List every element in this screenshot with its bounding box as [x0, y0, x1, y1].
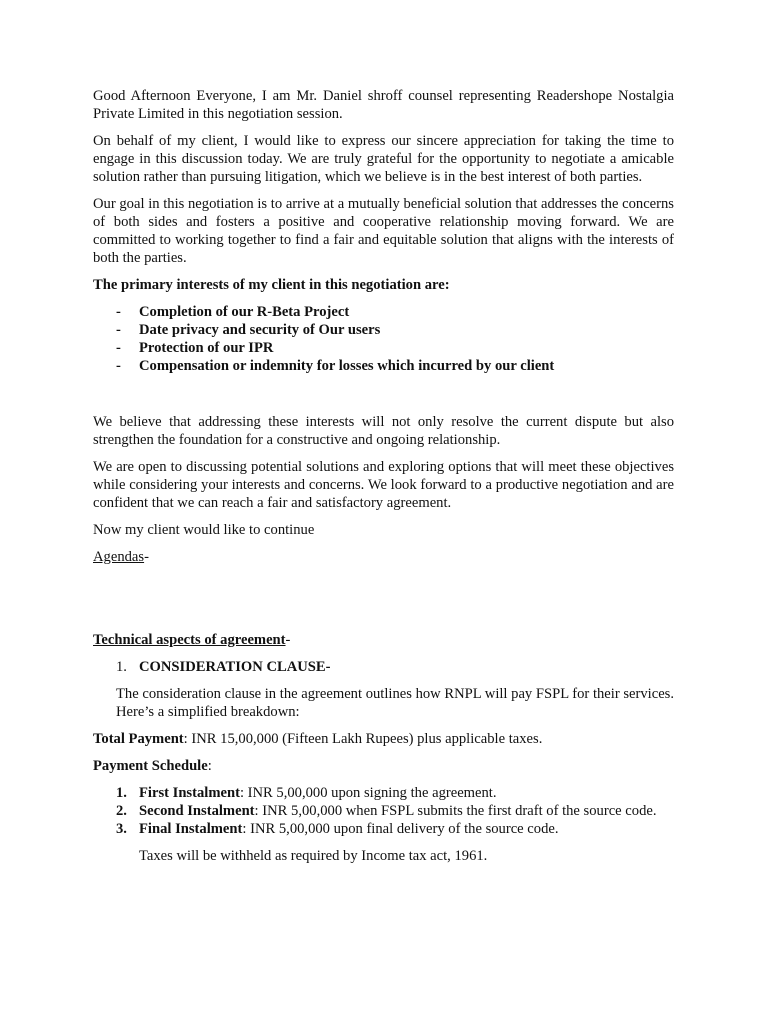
- clause-title: CONSIDERATION CLAUSE-: [139, 659, 331, 675]
- interests-list: [93, 303, 674, 375]
- bullet-marker: -: [116, 340, 121, 356]
- instalment-number: 3.: [116, 821, 127, 837]
- clause-list: [93, 658, 674, 676]
- total-payment-text: : INR 15,00,000 (Fifteen Lakh Rupees) plus applicable taxes.: [183, 731, 543, 747]
- closing-paragraph-3: Now my client would like to continue: [93, 522, 315, 538]
- document-page: [93, 87, 674, 865]
- list-item: [93, 802, 674, 820]
- instalment-text: : INR 5,00,000 when FSPL submits the first draft of the source code.: [254, 803, 657, 819]
- instalment-label: First Instalment: [139, 785, 240, 801]
- interest-item: Date privacy and security of Our users: [139, 322, 381, 338]
- closing-paragraph-1: We believe that addressing these interests will not only resolve the current dispute but also strengthen the foundation for a constructive and ongoing relationship.: [93, 414, 674, 448]
- instalment-label: Final Instalment: [139, 821, 243, 837]
- tax-note: Taxes will be withheld as required by Income tax act, 1961.: [139, 848, 488, 864]
- agendas-heading: [93, 548, 674, 566]
- list-item: [93, 658, 674, 676]
- interests-heading: The primary interests of my client in this negotiation are:: [93, 277, 450, 293]
- payment-schedule-label: Payment Schedule: [93, 758, 208, 774]
- agendas-suffix: -: [144, 549, 149, 565]
- list-item: [93, 820, 674, 838]
- payment-schedule-heading: [93, 757, 674, 775]
- interest-item: Completion of our R-Beta Project: [139, 304, 350, 320]
- interest-item: Protection of our IPR: [139, 340, 274, 356]
- total-payment: [93, 730, 674, 748]
- list-item: [93, 321, 674, 339]
- bullet-marker: -: [116, 304, 121, 320]
- list-item: [93, 303, 674, 321]
- intro-paragraph-1: Good Afternoon Everyone, I am Mr. Daniel shroff counsel representing Readershope Nostalgia Private Limited in this negotiation session.: [93, 88, 674, 122]
- instalment-text: : INR 5,00,000 upon signing the agreement.: [239, 785, 497, 801]
- total-payment-label: Total Payment: [93, 731, 184, 747]
- technical-heading-suffix: -: [285, 632, 291, 648]
- interest-item: Compensation or indemnity for losses which incurred by our client: [139, 358, 555, 374]
- clause-text: The consideration clause in the agreement outlines how RNPL will pay FSPL for their services. Here’s a simplified breakdown:: [116, 686, 674, 720]
- technical-heading-label: Technical aspects of agreement: [93, 632, 286, 648]
- instalment-number: 1.: [116, 785, 127, 801]
- list-item: [93, 339, 674, 357]
- bullet-marker: -: [116, 358, 121, 374]
- instalment-list: [93, 784, 674, 838]
- bullet-marker: -: [116, 322, 121, 338]
- list-item: [93, 784, 674, 802]
- intro-paragraph-3: Our goal in this negotiation is to arrive at a mutually beneficial solution that addresses the concerns of both sides and fosters a positive and cooperative relationship moving forward. We are committed to working together to find a fair and equitable solution that aligns with the interests of both the parties.: [93, 196, 674, 266]
- instalment-label: Second Instalment: [139, 803, 255, 819]
- technical-heading: [93, 631, 674, 649]
- closing-paragraph-2: We are open to discussing potential solutions and exploring options that will meet these objectives while considering your interests and concerns. We look forward to a productive negotiation and are confident that we can reach a fair and satisfactory agreement.: [93, 459, 674, 511]
- intro-paragraph-2: On behalf of my client, I would like to express our sincere appreciation for taking the time to engage in this discussion today. We are truly grateful for the opportunity to negotiate a amicable solution rather than pursuing litigation, which we believe is in the best interest of both parties.: [93, 133, 674, 185]
- instalment-number: 2.: [116, 803, 127, 819]
- clause-number: 1.: [116, 659, 127, 675]
- instalment-text: : INR 5,00,000 upon final delivery of the source code.: [242, 821, 559, 837]
- agendas-label: Agendas: [93, 549, 145, 565]
- list-item: [93, 357, 674, 375]
- payment-schedule-suffix: :: [207, 758, 212, 774]
